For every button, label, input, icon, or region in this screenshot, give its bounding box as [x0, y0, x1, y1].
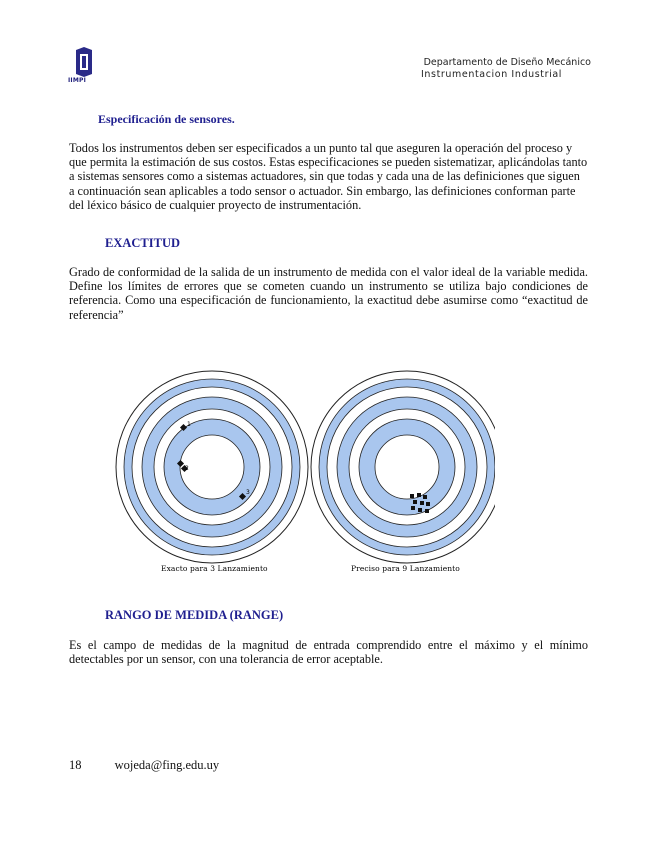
- section-body-spec: Todos los instrumentos deben ser especificados a un punto tal que aseguren la operación del proceso y que permita la estimación de sus costos. Estas especificaciones se pueden sistematizar, aplicándolas tanto a sistemas sensores como a sistemas actuadores, sin que todas y cada una de las definiciones que siguen a continuación sean aplicables a todo sensor o actuador. Sin embargo, las definiciones conforman parte del léxico básico de cualquier proyecto de instrumentación.: [69, 141, 588, 212]
- target-precise: [311, 371, 495, 563]
- university-logo: [70, 46, 98, 78]
- shot-h: [418, 508, 422, 512]
- shot-d: [413, 500, 417, 504]
- header-department: Departamento de Diseño Mecánico: [423, 57, 591, 68]
- footer: [69, 758, 249, 773]
- shot-a: [410, 494, 414, 498]
- footer-email: wojeda@fing.edu.uy: [114, 758, 220, 772]
- shot-g: [411, 506, 415, 510]
- logo-label: IIMPI: [68, 77, 87, 84]
- shot-c: [423, 495, 427, 499]
- shot-i: [425, 509, 429, 513]
- section-body-rango: Es el campo de medidas de la magnitud de entrada comprendido entre el máximo y el mínimo detectables por un sensor, con una tolerancia de error aceptable.: [69, 638, 588, 667]
- page-number: 18: [69, 758, 82, 772]
- mark-1: 1: [187, 421, 191, 428]
- shot-b: [417, 493, 421, 497]
- mark-2: 2: [185, 465, 189, 472]
- header-course: Instrumentacion Industrial: [421, 69, 562, 80]
- target-accurate: [116, 371, 308, 563]
- section-body-exactitud: Grado de conformidad de la salida de un instrumento de medida con el valor ideal de la variable medida. Define los límites de errores que se cometen cuando un instrumento se utiliza bajo condiciones de referencia. Como una especificación de funcionamiento, la exactitud debe asumirse como “exactitud de referencia”: [69, 265, 588, 322]
- mark-3: 3: [246, 489, 250, 496]
- caption-left: Exacto para 3 Lanzamiento: [161, 564, 268, 573]
- target-figure: [105, 370, 495, 575]
- shot-e: [420, 501, 424, 505]
- section-title-rango: RANGO DE MEDIDA (RANGE): [105, 608, 284, 622]
- shot-f: [426, 502, 430, 506]
- caption-right: Preciso para 9 Lanzamiento: [351, 564, 460, 573]
- section-title-exactitud: EXACTITUD: [105, 236, 181, 250]
- section-title-spec: Especificación de sensores.: [98, 112, 235, 126]
